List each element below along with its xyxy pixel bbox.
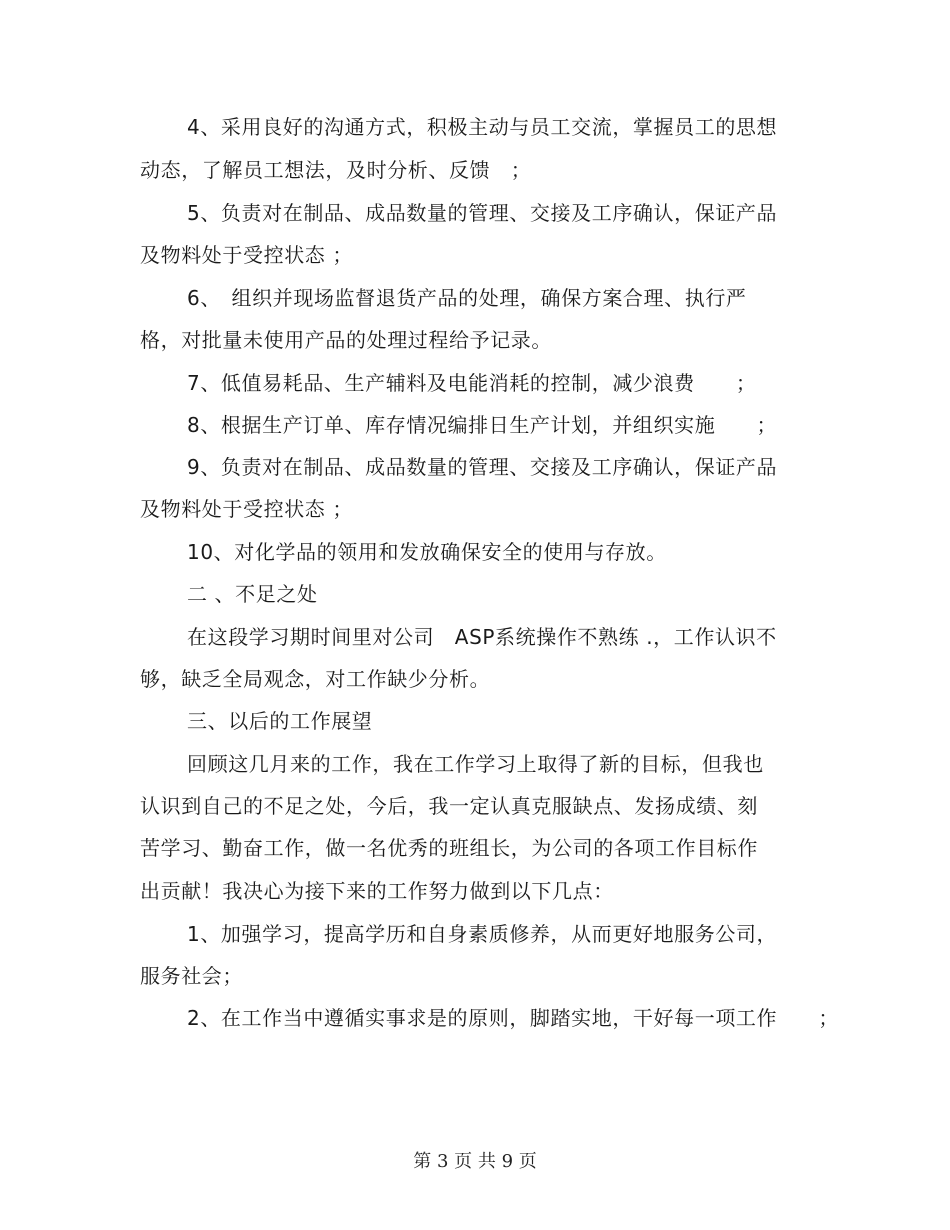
text-line: 认识到自己的不足之处，今后，我一定认真克服缺点、发扬成绩、刻 bbox=[140, 794, 758, 818]
text-line: 格，对批量未使用产品的处理过程给予记录。 bbox=[140, 328, 552, 352]
text-line: 5、负责对在制品、成品数量的管理、交接及工序确认，保证产品 bbox=[187, 201, 778, 225]
text-line: 9、负责对在制品、成品数量的管理、交接及工序确认，保证产品 bbox=[187, 455, 778, 479]
section-heading: 二 、不足之处 bbox=[187, 582, 318, 606]
text-line: 及物料处于受控状态 ； bbox=[140, 497, 353, 521]
text-line: 出贡献！我决心为接下来的工作努力做到以下几点： bbox=[140, 879, 614, 903]
text-line: 够，缺乏全局观念，对工作缺少分析。 bbox=[140, 667, 491, 691]
text-line: 苦学习、勤奋工作，做一名优秀的班组长，为公司的各项工作目标作 bbox=[140, 836, 758, 860]
text-line: 2、在工作当中遵循实事求是的原则，脚踏实地，干好每一项工作 ； bbox=[187, 1006, 839, 1030]
text-line: 及物料处于受控状态 ； bbox=[140, 243, 353, 267]
text-line: 7、低值易耗品、生产辅料及电能消耗的控制，减少浪费 ； bbox=[187, 371, 757, 395]
text-line: 10、对化学品的领用和发放确保安全的使用与存放。 bbox=[187, 540, 667, 564]
text-line: 6、 组织并现场监督退货产品的处理，确保方案合理、执行严 bbox=[187, 286, 747, 310]
text-line: 1、加强学习，提高学历和自身素质修养，从而更好地服务公司， bbox=[187, 922, 778, 946]
page-number-footer: 第 3 页 共 9 页 bbox=[413, 1151, 537, 1172]
text-line: 4、采用良好的沟通方式，积极主动与员工交流，掌握员工的思想 bbox=[187, 115, 778, 139]
text-line: 服务社会； bbox=[140, 964, 243, 988]
text-line: 在这段学习期时间里对公司 ASP系统操作不熟练 .，工作认识不 bbox=[187, 625, 777, 649]
section-heading: 三、以后的工作展望 bbox=[187, 709, 373, 733]
text-line: 动态，了解员工想法，及时分析、反馈 ； bbox=[140, 158, 532, 182]
text-line: 回顾这几月来的工作，我在工作学习上取得了新的目标，但我也 bbox=[187, 752, 764, 776]
text-line: 8、根据生产订单、库存情况编排日生产计划，并组织实施 ； bbox=[187, 413, 778, 437]
